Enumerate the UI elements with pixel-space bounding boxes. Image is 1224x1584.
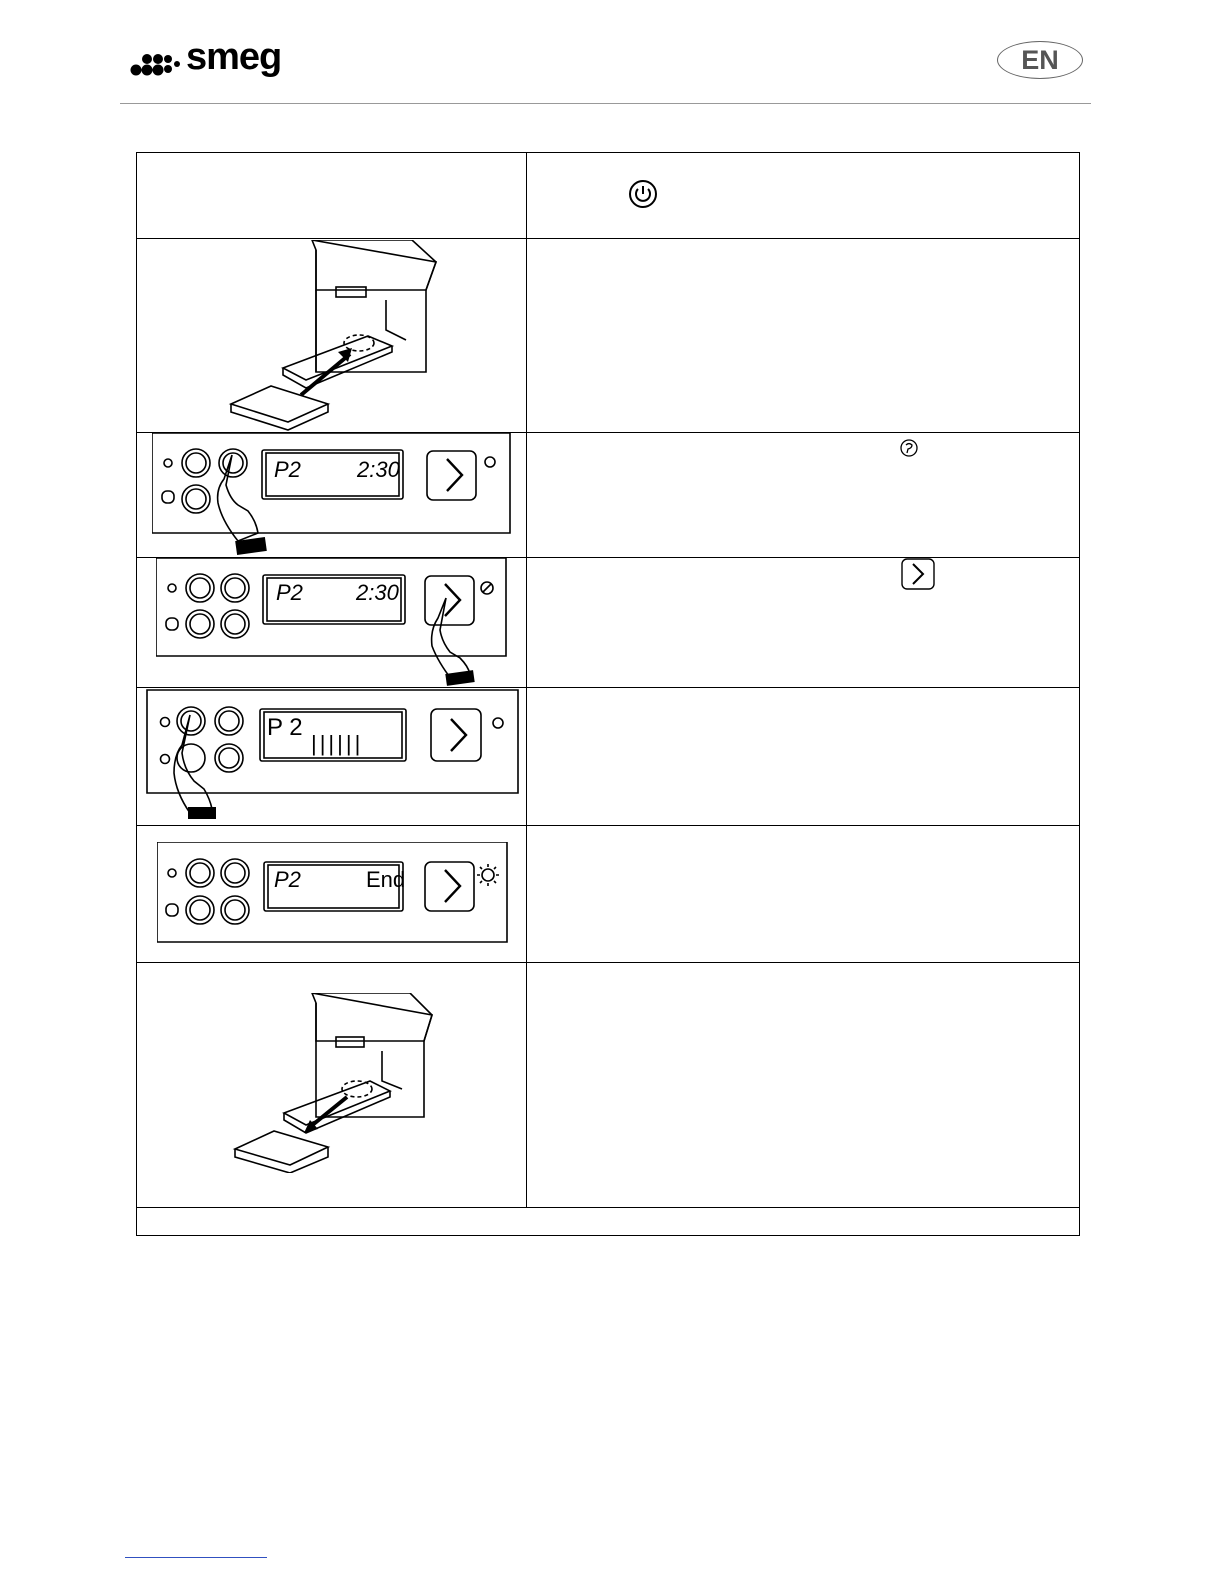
panel-program: P2 bbox=[274, 867, 301, 892]
control-panel-running bbox=[146, 689, 522, 823]
header-divider bbox=[120, 103, 1091, 104]
footer-link-underline bbox=[125, 1557, 267, 1558]
table-row-divider bbox=[136, 238, 1080, 239]
control-panel-end bbox=[157, 842, 513, 946]
power-icon bbox=[628, 179, 658, 209]
panel-program: P2 bbox=[276, 580, 303, 605]
control-panel-program-select bbox=[152, 433, 512, 558]
remove-basket-illustration bbox=[232, 993, 442, 1173]
program-icon bbox=[900, 439, 918, 457]
table-row-divider bbox=[136, 1207, 1080, 1208]
panel-status: End bbox=[366, 867, 406, 892]
brand-name: smeg bbox=[186, 36, 282, 78]
panel-program: P 2 bbox=[267, 714, 303, 741]
panel-time: 2:30 bbox=[357, 457, 400, 482]
insert-basket-illustration bbox=[226, 240, 446, 432]
smeg-dots-icon bbox=[130, 42, 186, 82]
table-row-divider bbox=[136, 687, 1080, 688]
start-arrow-icon bbox=[901, 558, 935, 590]
panel-time: 2:30 bbox=[356, 580, 399, 605]
language-badge: EN bbox=[997, 41, 1083, 79]
control-panel-start bbox=[156, 558, 512, 686]
panel-progress: |||||| bbox=[311, 731, 364, 756]
smeg-logo bbox=[130, 36, 295, 82]
panel-program: P2 bbox=[274, 457, 301, 482]
table-row-divider bbox=[136, 825, 1080, 826]
table-row-divider bbox=[136, 962, 1080, 963]
table-column-divider bbox=[526, 152, 527, 1207]
